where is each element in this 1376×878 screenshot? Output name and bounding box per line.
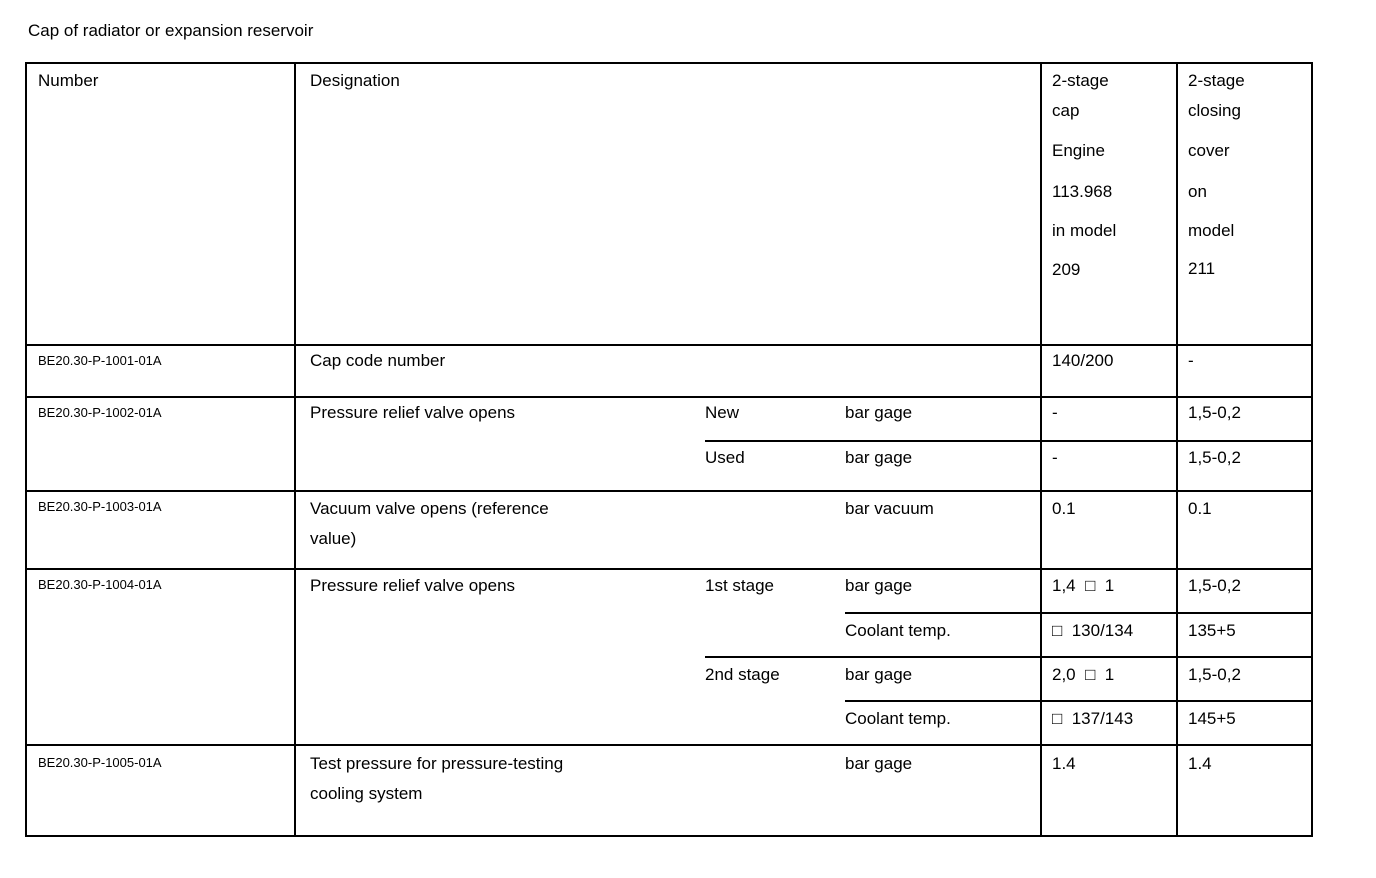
- row-1005-number: BE20.30-P-1005-01A: [38, 755, 162, 770]
- header-engine-line-2: cap: [1052, 101, 1080, 120]
- row-1005-designation-line-1: Test pressure for pressure-testing: [310, 754, 564, 773]
- grid-line-new-used: [705, 440, 1313, 442]
- grid-line-row-1001: [25, 396, 1313, 398]
- header-designation: Designation: [310, 71, 400, 90]
- row-1002-sub2-value-cover: 1,5-0,2: [1188, 448, 1241, 467]
- row-1003-number: BE20.30-P-1003-01A: [38, 499, 162, 514]
- row-1004-sub3-value-engine: 2,0 □ 1: [1052, 665, 1115, 684]
- row-1005-value-cover: 1.4: [1188, 754, 1212, 773]
- header-cover-line-4: on: [1188, 182, 1207, 201]
- grid-line-col-cover: [1176, 62, 1178, 837]
- grid-line-stage2: [705, 656, 1313, 658]
- header-number: Number: [38, 71, 99, 90]
- header-engine-line-5: in model: [1052, 221, 1117, 240]
- row-1002-sub1-state: New: [705, 403, 740, 422]
- row-1001-value-cover: -: [1188, 351, 1194, 370]
- header-cover-line-6: 211: [1188, 259, 1216, 278]
- row-1002-number: BE20.30-P-1002-01A: [38, 405, 162, 420]
- row-1004-sub1-unit: bar gage: [845, 576, 913, 595]
- header-engine-line-6: 209: [1052, 260, 1081, 279]
- row-1004-sub4-unit: Coolant temp.: [845, 709, 951, 728]
- header-engine-line-3: Engine: [1052, 141, 1105, 160]
- grid-line-header-bottom: [25, 344, 1313, 346]
- row-1002-sub1-value-cover: 1,5-0,2: [1188, 403, 1241, 422]
- row-1004-number: BE20.30-P-1004-01A: [38, 577, 162, 592]
- page-title: Cap of radiator or expansion reservoir: [28, 21, 314, 40]
- row-1004-designation: Pressure relief valve opens: [310, 576, 516, 595]
- row-1004-sub1-value-cover: 1,5-0,2: [1188, 576, 1241, 595]
- grid-line-row-1004: [25, 744, 1313, 746]
- grid-line-row-1002: [25, 490, 1313, 492]
- row-1005-value-engine: 1.4: [1052, 754, 1076, 773]
- row-1004-sub1-stage: 1st stage: [705, 576, 774, 595]
- row-1004-sub2-value-cover: 135+5: [1188, 621, 1236, 640]
- row-1005-designation-line-2: cooling system: [310, 784, 423, 803]
- row-1004-sub4-value-engine: □ 137/143: [1052, 709, 1134, 728]
- header-cover-line-2: closing: [1188, 101, 1241, 120]
- row-1002-sub2-state: Used: [705, 448, 745, 467]
- row-1002-sub2-unit: bar gage: [845, 448, 913, 467]
- grid-line-stage1-temp: [845, 612, 1313, 614]
- row-1004-sub4-value-cover: 145+5: [1188, 709, 1236, 728]
- grid-line-row-1003: [25, 568, 1313, 570]
- row-1002-sub2-value-engine: -: [1052, 448, 1058, 467]
- grid-line-col-engine: [1040, 62, 1042, 837]
- header-engine-line-1: 2-stage: [1052, 71, 1109, 90]
- header-cover-line-5: model: [1188, 221, 1235, 240]
- row-1003-designation-line-2: value): [310, 529, 357, 548]
- row-1004-sub1-value-engine: 1,4 □ 1: [1052, 576, 1115, 595]
- row-1004-sub2-value-engine: □ 130/134: [1052, 621, 1134, 640]
- row-1005-unit: bar gage: [845, 754, 913, 773]
- row-1003-designation-line-1: Vacuum valve opens (reference: [310, 499, 549, 518]
- row-1004-sub2-unit: Coolant temp.: [845, 621, 951, 640]
- row-1003-unit: bar vacuum: [845, 499, 934, 518]
- row-1001-value-engine: 140/200: [1052, 351, 1114, 370]
- row-1002-sub1-value-engine: -: [1052, 403, 1058, 422]
- row-1003-value-engine: 0.1: [1052, 499, 1076, 518]
- row-1003-value-cover: 0.1: [1188, 499, 1212, 518]
- row-1002-designation: Pressure relief valve opens: [310, 403, 516, 422]
- header-cover-line-3: cover: [1188, 141, 1230, 160]
- row-1002-sub1-unit: bar gage: [845, 403, 913, 422]
- row-1004-sub3-value-cover: 1,5-0,2: [1188, 665, 1241, 684]
- row-1004-sub3-unit: bar gage: [845, 665, 913, 684]
- row-1001-designation: Cap code number: [310, 351, 446, 370]
- row-1001-number: BE20.30-P-1001-01A: [38, 353, 162, 368]
- grid-line-col-number: [294, 62, 296, 837]
- row-1004-sub3-stage: 2nd stage: [705, 665, 780, 684]
- header-engine-line-4: 113.968: [1052, 182, 1113, 201]
- header-cover-line-1: 2-stage: [1188, 71, 1245, 90]
- grid-line-stage2-temp: [845, 700, 1313, 702]
